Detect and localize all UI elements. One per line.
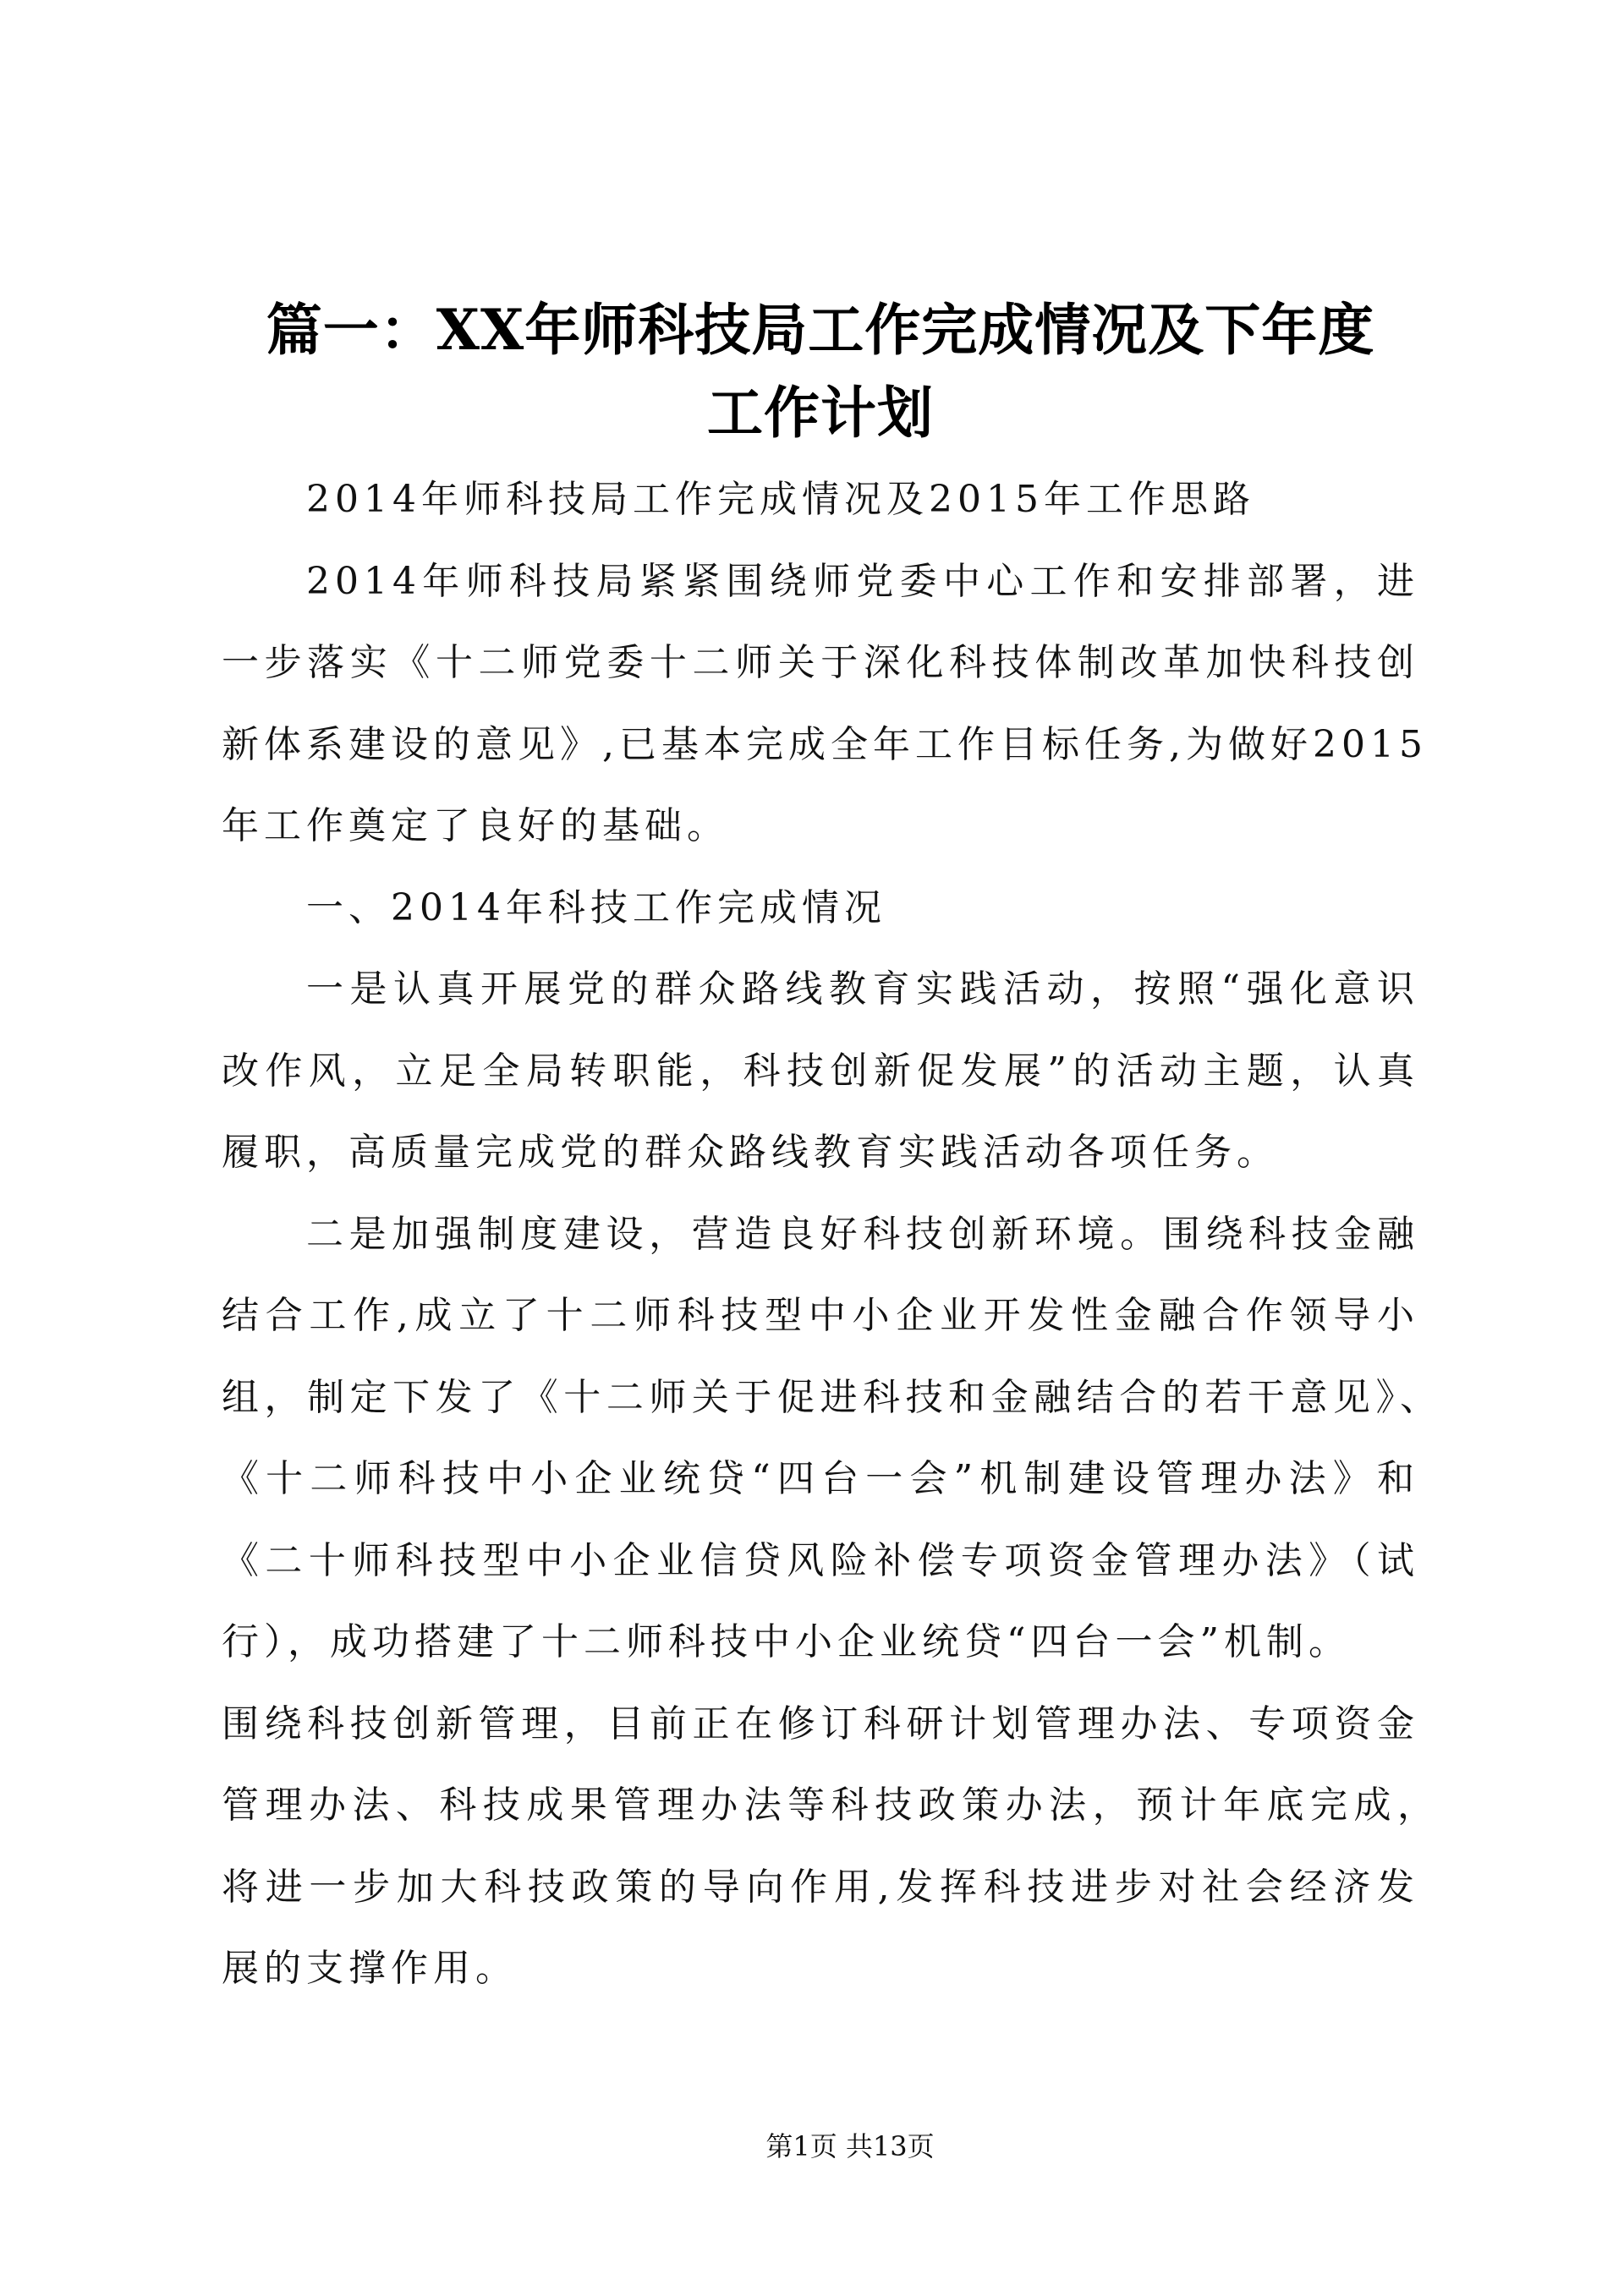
page-number-footer: 第1页 共13页: [765, 2130, 935, 2162]
paragraph-line: 管理办法、科技成果管理办法等科技政策办法，预计年底完成，: [222, 1784, 1440, 1827]
paragraph-line: 将进一步加大科技政策的导向作用,发挥科技进步对社会经济发: [222, 1866, 1419, 1909]
paragraph-line: 年工作奠定了良好的基础。: [222, 804, 729, 847]
paragraph-line: 《二十师科技型中小企业信贷风险补偿专项资金管理办法》（试: [222, 1539, 1419, 1582]
paragraph-line: 行），成功搭建了十二师科技中小企业统贷“四台一会”机制。: [222, 1620, 1351, 1663]
document-title-line-2: 工作计划: [707, 380, 934, 446]
paragraph-line: 《十二师科技中小企业统贷“四台一会”机制建设管理办法》和: [222, 1457, 1419, 1500]
paragraph-line: 一是认真开展党的群众路线教育实践活动，按照“强化意识: [306, 967, 1419, 1011]
paragraph-line: 履职，高质量完成党的群众路线教育实践活动各项任务。: [222, 1131, 1279, 1174]
paragraph-line: 围绕科技创新管理，目前正在修订科研计划管理办法、专项资金: [222, 1702, 1419, 1745]
section-heading: 一、2014年科技工作完成情况: [306, 886, 886, 929]
paragraph-line: 组，制定下发了《十二师关于促进科技和金融结合的若干意见》、: [222, 1376, 1440, 1419]
paragraph-line: 展的支撑作用。: [222, 1947, 518, 1990]
subtitle-line: 2014年师科技局工作完成情况及2015年工作思路: [306, 478, 1255, 521]
paragraph-line: 新体系建设的意见》,已基本完成全年工作目标任务,为做好2015: [222, 723, 1428, 766]
paragraph-line: 结合工作,成立了十二师科技型中小企业开发性金融合作领导小: [222, 1294, 1419, 1337]
paragraph-line: 改作风，立足全局转职能，科技创新促发展”的活动主题，认真: [222, 1049, 1419, 1093]
paragraph-line: 2014年师科技局紧紧围绕师党委中心工作和安排部署，进: [306, 560, 1419, 603]
document-title-line-1: 篇一：XX年师科技局工作完成情况及下年度: [266, 297, 1375, 363]
paragraph-line: 二是加强制度建设，营造良好科技创新环境。围绕科技金融: [306, 1213, 1419, 1256]
paragraph-line: 一步落实《十二师党委十二师关于深化科技体制改革加快科技创: [222, 641, 1419, 684]
